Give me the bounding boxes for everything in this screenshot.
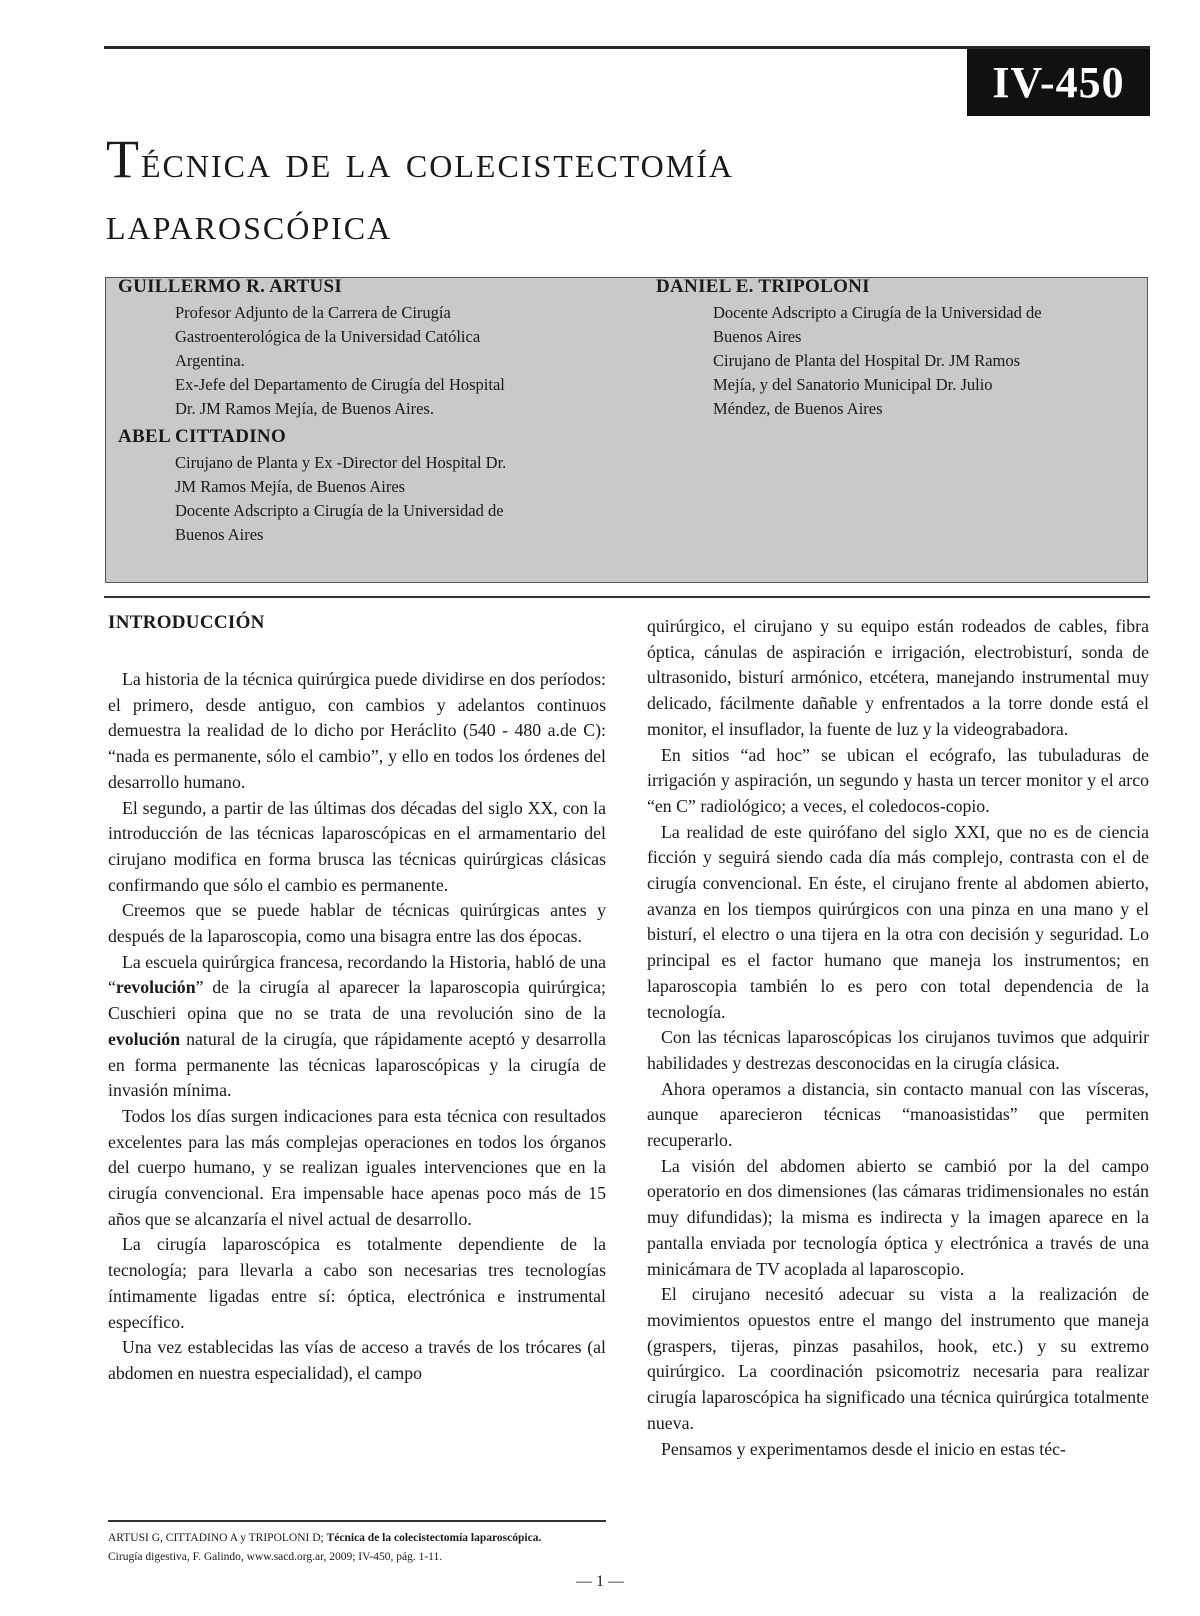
affiliation-line: Cirujano de Planta del Hospital Dr. JM Ramos xyxy=(713,351,1021,370)
author-name: ABEL CITTADINO xyxy=(118,426,287,447)
citation-line-1 xyxy=(108,1529,618,1548)
author-affiliation xyxy=(118,301,505,421)
title-line-2: laparoscópica xyxy=(106,198,393,249)
citation xyxy=(108,1529,618,1567)
affiliation-line: JM Ramos Mejía, de Buenos Aires xyxy=(175,477,406,496)
paragraph: La cirugía laparoscópica es totalmente dependiente de la tecnología; para llevarla a cabo son necesarias tres tecnologías íntimamente ligadas entre sí: óptica, electrónica e instrumental específico. xyxy=(108,1234,606,1332)
affiliation-line: Buenos Aires xyxy=(713,327,802,346)
chapter-code-badge: IV-450 xyxy=(967,49,1150,116)
paragraph: Con las técnicas laparoscópicas los cirujanos tuvimos que adquirir habilidades y destrezas desconocidas en la cirugía clásica. xyxy=(647,1027,1149,1073)
affiliation-line: Argentina. xyxy=(175,351,245,370)
paragraph: Todos los días surgen indicaciones para esta técnica con resultados excelentes para las más complejas operaciones en todos los órganos del cuerpo humano, y se realizan iguales intervenciones que en la cirugía convencional. Era impensable hace apenas poco más de 15 años que se alcanzaría el nivel actual de desarrollo. xyxy=(108,1105,606,1229)
paragraph: En sitios “ad hoc” se ubican el ecógrafo, las tubuladuras de irrigación y aspiración, un segundo y hasta un tercer monitor y el arco “en C” radiológico; a veces, el coledocos-copio. xyxy=(647,744,1149,816)
author-cittadino xyxy=(118,426,506,547)
section-divider xyxy=(104,596,1150,598)
affiliation-line: Méndez, de Buenos Aires xyxy=(713,399,883,418)
affiliation-line: Profesor Adjunto de la Carrera de Cirugía xyxy=(175,303,451,322)
section-heading: INTRODUCCIÓN xyxy=(108,612,265,633)
footnote-rule xyxy=(108,1520,606,1522)
paragraph xyxy=(108,950,606,1104)
text-run: ” de la cirugía al aparecer la laparoscopia quirúrgica; Cuschieri opina que no se trata de una revolución sino de la xyxy=(108,977,606,1024)
paragraph: Creemos que se puede hablar de técnicas quirúrgicas antes y después de la laparoscopia, como una bisagra entre las dos épocas. xyxy=(108,900,606,947)
emphasis-evolucion: evolución xyxy=(108,1028,181,1049)
citation-authors: ARTUSI G, CITTADINO A y TRIPOLONI D; xyxy=(108,1532,327,1544)
paragraph: Ahora operamos a distancia, sin contacto manual con las vísceras, aunque aparecieron técnicas “manoasistidas” que permiten recuperarlo. xyxy=(647,1078,1149,1151)
paragraph: quirúrgico, el cirujano y su equipo están rodeados de cables, fibra óptica, cánulas de aspiración e irrigación, electrobisturí, sonda de ultrasonido, bisturí armónico, etcétera, manejando instrumental muy delicado, fácilmente dañable y enfrentados a la torre donde está el monitor, el insuflador, la fuente de luz y la videograbadora. xyxy=(647,616,1149,739)
author-tripoloni xyxy=(656,276,1042,421)
paragraph: La realidad de este quirófano del siglo XXI, que no es de ciencia ficción y seguirá siendo cada día más complejo, contrasta con el de cirugía convencional. En éste, el cirujano frente al abdomen abierto, avanza en los tiempos quirúrgicos con una pinza en una mano y el bisturí, el electro o una tijera en la otra con decisión y seguridad. Lo principal es el factor humano que maneja los instrumentos; en laparoscopia también lo es pero con total dependencia de la tecnología. xyxy=(647,821,1149,1022)
title-first-letter: T xyxy=(106,129,141,189)
affiliation-line: Buenos Aires xyxy=(175,525,264,544)
affiliation-line: Dr. JM Ramos Mejía, de Buenos Aires. xyxy=(175,399,434,418)
author-affiliation xyxy=(656,301,1042,421)
emphasis-revolucion: revolución xyxy=(115,977,196,998)
left-column xyxy=(108,667,606,1387)
right-column xyxy=(647,614,1149,1462)
affiliation-line: Ex-Jefe del Departamento de Cirugía del Hospital xyxy=(175,375,505,394)
affiliation-line: Docente Adscripto a Cirugía de la Universidad de xyxy=(175,501,504,520)
page-number: — 1 — xyxy=(576,1573,624,1590)
affiliation-line: Cirujano de Planta y Ex -Director del Hospital Dr. xyxy=(175,453,507,472)
paragraph: El segundo, a partir de las últimas dos décadas del siglo XX, con la introducción de las técnicas laparoscópicas en el armamentario del cirujano modifica en forma brusca las técnicas quirúrgicas clásicas confirmando que sólo el cambio es permanente. xyxy=(108,797,606,895)
author-name: GUILLERMO R. ARTUSI xyxy=(118,276,343,297)
text-run: La escuela quirúrgica francesa, recordando la Historia, habló de una “ xyxy=(108,951,606,998)
affiliation-line: Gastroenterológica de la Universidad Católica xyxy=(175,327,481,346)
text-run: natural de la cirugía, que rápidamente aceptó y desarrolla en forma permanente las técnicas laparoscópicas y la cirugía de invasión mínima. xyxy=(108,1028,606,1101)
paragraph: El cirujano necesitó adecuar su vista a la realización de movimientos opuestos entre el mango del instrumento que maneja (graspers, tijeras, pinzas pasahilos, hook, etc.) y su extremo quirúrgico. La coordinación psicomotriz necesaria para realizar cirugía laparoscópica ha significado una técnica quirúrgica totalmente nueva. xyxy=(647,1284,1149,1433)
paragraph: Pensamos y experimentamos desde el inicio en estas téc- xyxy=(661,1438,1066,1459)
author-affiliation xyxy=(118,451,506,547)
paragraph: Una vez establecidas las vías de acceso a través de los trócares (al abdomen en nuestra especialidad), el campo xyxy=(108,1337,606,1383)
affiliation-line: Docente Adscripto a Cirugía de la Universidad de xyxy=(713,303,1042,322)
title-line-1: écnica de la colecistectomía xyxy=(141,136,734,187)
paragraph: La visión del abdomen abierto se cambió por la del campo operatorio en dos dimensiones (las cámaras tridimensionales no están muy difundidas); la misma es indirecta y la imagen aparece en la pantalla enviada por tecnología óptica y electrónica a través de una minicámara de TV acoplada al laparoscopio. xyxy=(647,1155,1149,1279)
paragraph: La historia de la técnica quirúrgica puede dividirse en dos períodos: el primero, desde antiguo, con cambios y adelantos continuos demuestra la realidad de lo dicho por Heráclito (540 - 480 a.de C): “nada es permanente, sólo el cambio”, y ello en todos los órdenes del desarrollo humano. xyxy=(108,669,606,792)
author-name: DANIEL E. TRIPOLONI xyxy=(656,276,870,297)
affiliation-line: Mejía, y del Sanatorio Municipal Dr. Julio xyxy=(713,375,993,394)
citation-line-2: Cirugía digestiva, F. Galindo, www.sacd.org.ar, 2009; IV-450, pág. 1-11. xyxy=(108,1551,443,1563)
author-artusi xyxy=(118,276,505,421)
authors-box xyxy=(105,277,1148,583)
article-title xyxy=(106,128,1006,255)
citation-title: Técnica de la colecistectomía laparoscópica. xyxy=(326,1532,542,1544)
